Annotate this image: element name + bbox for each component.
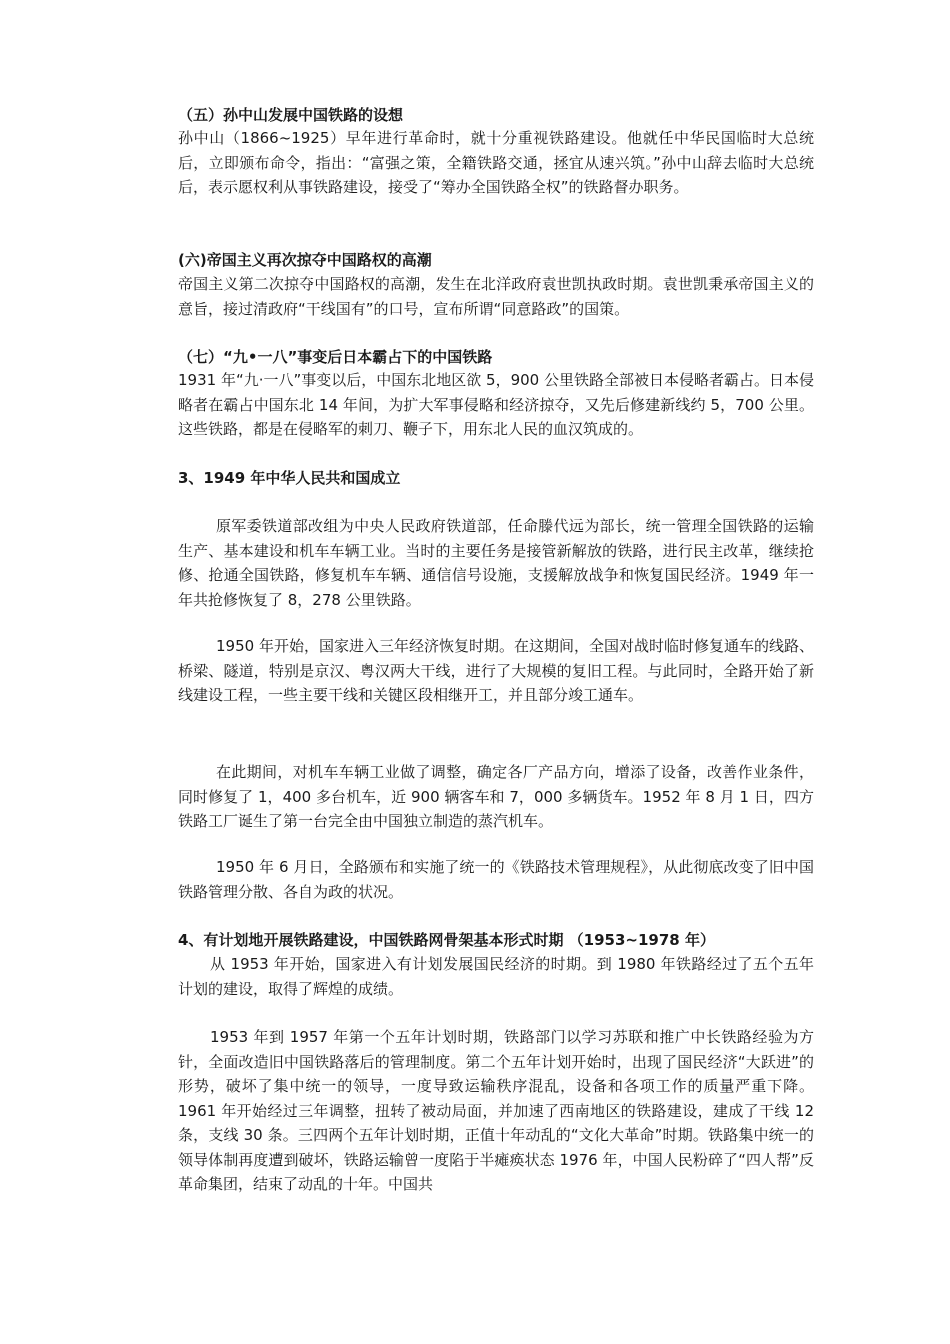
section-heading-5: （五）孙中山发展中国铁路的设想 [178,106,404,124]
section-paragraph: 1950 年开始，国家进入三年经济恢复时期。在这期间，全国对战时临时修复通车的线路、桥梁、隧道，特别是京汉、粤汉两大干线，进行了大规模的复旧工程。与此同时，全路开始了新线建设工程，一些主要干线和关键区段相继开工，并且部分竣工通车。 [178,637,814,704]
section-paragraph: 原军委铁道部改组为中央人民政府铁道部，任命滕代远为部长，统一管理全国铁路的运输生产、基本建设和机车车辆工业。当时的主要任务是接管新解放的铁路，进行民主改革，继续抢修、抢通全国铁路，修复机车车辆、通信信号设施，支援解放战争和恢复国民经济。1949 年一年共抢修恢复了 8，278 公里铁路。 [178,517,814,609]
section-heading-3: 3、1949 年中华人民共和国成立 [178,469,401,487]
section-paragraph: 1931 年“九·一八”事变以后，中国东北地区欲 5，900 公里铁路全部被日本侵略者霸占。日本侵略者在霸占中国东北 14 年间，为扩大军事侵略和经济掠夺，又先后修建新线约 5，700 公里。这些铁路，都是在侵略军的刺刀、鞭子下，用东北人民的血汉筑成的。 [178,371,814,438]
section-paragraph: 1950 年 6 月日，全路颁布和实施了统一的《铁路技术管理规程》，从此彻底改变了旧中国铁路管理分散、各自为政的状况。 [178,858,814,901]
section-paragraph: 在此期间，对机车车辆工业做了调整，确定各厂产品方向，增添了设备，改善作业条件，同时修复了 1，400 多台机车，近 900 辆客车和 7，000 多辆货车。1952 年 8 月 1 日，四方铁路工厂诞生了第一台完全由中国独立制造的蒸汽机车。 [178,763,814,830]
section-paragraph: 从 1953 年开始，国家进入有计划发展国民经济的时期。到 1980 年铁路经过了五个五年计划的建设，取得了辉煌的成绩。 [178,955,814,998]
section-paragraph: 1953 年到 1957 年第一个五年计划时期，铁路部门以学习苏联和推广中长铁路经验为方针，全面改造旧中国铁路落后的管理制度。第二个五年计划开始时，出现了国民经济“大跃进”的形势，破坏了集中统一的领导，一度导致运输秩序混乱，设备和各项工作的质量严重下降。1961 年开始经过三年调整，扭转了被动局面，并加速了西南地区的铁路建设，建成了干线 12 条，支线 30 条。三四两个五年计划时期，正值十年动乱的“文化大革命”时期。铁路集中统一的领导体制再度遭到破坏，铁路运输曾一度陷于半瘫痪状态 1976 年，中国人民粉碎了“四人帮”反革命集团，结束了动乱的十年。中国共 [178,1028,814,1193]
section-paragraph: 帝国主义第二次掠夺中国路权的高潮，发生在北洋政府袁世凯执政时期。袁世凯秉承帝国主义的意旨，接过清政府“干线国有”的口号，宣布所谓“同意路政”的国策。 [178,275,814,318]
section-heading-7: （七）“九•一八”事变后日本霸占下的中国铁路 [178,348,493,366]
section-heading-4: 4、有计划地开展铁路建设，中国铁路网骨架基本形式时期 （1953~1978 年） [178,931,715,949]
section-paragraph: 孙中山（1866~1925）早年进行革命时，就十分重视铁路建设。他就任中华民国临时大总统后，立即颁布命令，指出：“富强之策，全籍铁路交通，拯宜从速兴筑。”孙中山辞去临时大总统后，表示愿权利从事铁路建设，接受了“筹办全国铁路全权”的铁路督办职务。 [178,129,814,196]
section-heading-6: (六)帝国主义再次掠夺中国路权的高潮 [178,251,432,269]
